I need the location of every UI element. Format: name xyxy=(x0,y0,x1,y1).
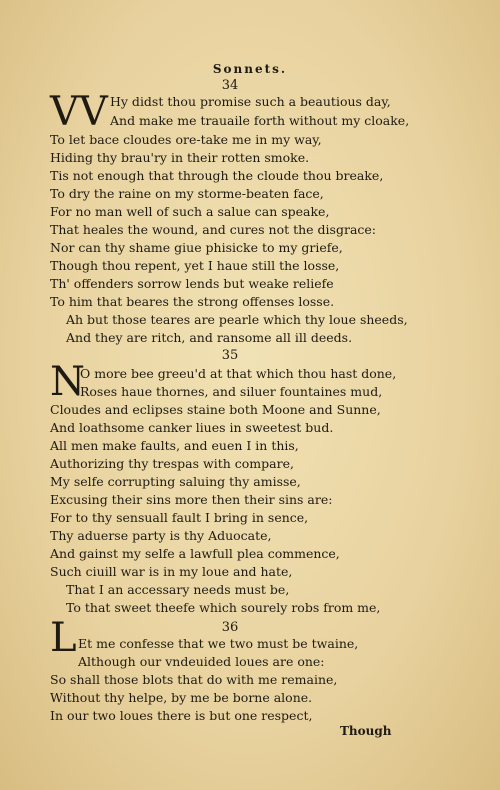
verse-line: To him that beares the strong offenses losse. xyxy=(50,294,335,309)
verse-line: Th' offenders sorrow lends but weake reliefe xyxy=(50,276,334,291)
verse-line: And gainst my selfe a lawfull plea commence, xyxy=(50,546,340,561)
verse-line: Hy didst thou promise such a beautious day, xyxy=(110,94,391,109)
verse-line: For to thy sensuall fault I bring in sence, xyxy=(50,510,309,525)
verse-line: Roses haue thornes, and siluer fountaines mud, xyxy=(80,384,383,399)
verse-line: To dry the raine on my storme-beaten face, xyxy=(50,186,324,201)
catchword: Though xyxy=(340,724,392,738)
verse-line: Hiding thy brau'ry in their rotten smoke. xyxy=(50,150,310,165)
verse-line: In our two loues there is but one respect, xyxy=(50,708,313,723)
verse-line: O more bee greeu'd at that which thou hast done, xyxy=(80,366,397,381)
verse-line: Although our vndeuided loues are one: xyxy=(78,654,325,669)
sonnet-number: 34 xyxy=(221,78,239,93)
page-header: Sonnets. xyxy=(212,62,288,76)
verse-line: Cloudes and eclipses staine both Moone and Sunne, xyxy=(50,402,381,417)
sonnet-number: 35 xyxy=(221,348,239,363)
verse-line: That I an accessary needs must be, xyxy=(66,582,290,597)
verse-line: All men make faults, and euen I in this, xyxy=(50,438,299,453)
verse-line: To let bace cloudes ore-take me in my way, xyxy=(50,132,322,147)
verse-line: Excusing their sins more then their sins are: xyxy=(50,492,333,507)
verse-line: And loathsome canker liues in sweetest bud. xyxy=(50,420,334,435)
drop-cap: L xyxy=(50,615,77,661)
verse-line: So shall those blots that do with me remaine, xyxy=(50,672,338,687)
verse-line: Without thy helpe, by me be borne alone. xyxy=(50,690,313,705)
verse-line: Authorizing thy trespas with compare, xyxy=(50,456,294,471)
verse-line: Nor can thy shame giue phisicke to my griefe, xyxy=(50,240,343,255)
drop-cap: VV xyxy=(50,89,108,135)
verse-line: For no man well of such a salue can speake, xyxy=(50,204,330,219)
verse-line: Thy aduerse party is thy Aduocate, xyxy=(50,528,272,543)
verse-line: Tis not enough that through the cloude thou breake, xyxy=(50,168,384,183)
verse-line: Though thou repent, yet I haue still the losse, xyxy=(50,258,340,273)
verse-line: And they are ritch, and ransome all ill deeds. xyxy=(66,330,353,345)
verse-line: To that sweet theefe which sourely robs from me, xyxy=(66,600,381,615)
verse-line: And make me trauaile forth without my cloake, xyxy=(110,113,410,128)
verse-line: Et me confesse that we two must be twaine, xyxy=(78,636,359,651)
verse-line: That heales the wound, and cures not the disgrace: xyxy=(50,222,377,237)
verse-line: My selfe corrupting saluing thy amisse, xyxy=(50,474,301,489)
sonnet-number: 36 xyxy=(221,620,239,635)
verse-line: Ah but those teares are pearle which thy loue sheeds, xyxy=(66,312,408,327)
drop-cap: N xyxy=(50,359,85,405)
verse-line: Such ciuill war is in my loue and hate, xyxy=(50,564,293,579)
